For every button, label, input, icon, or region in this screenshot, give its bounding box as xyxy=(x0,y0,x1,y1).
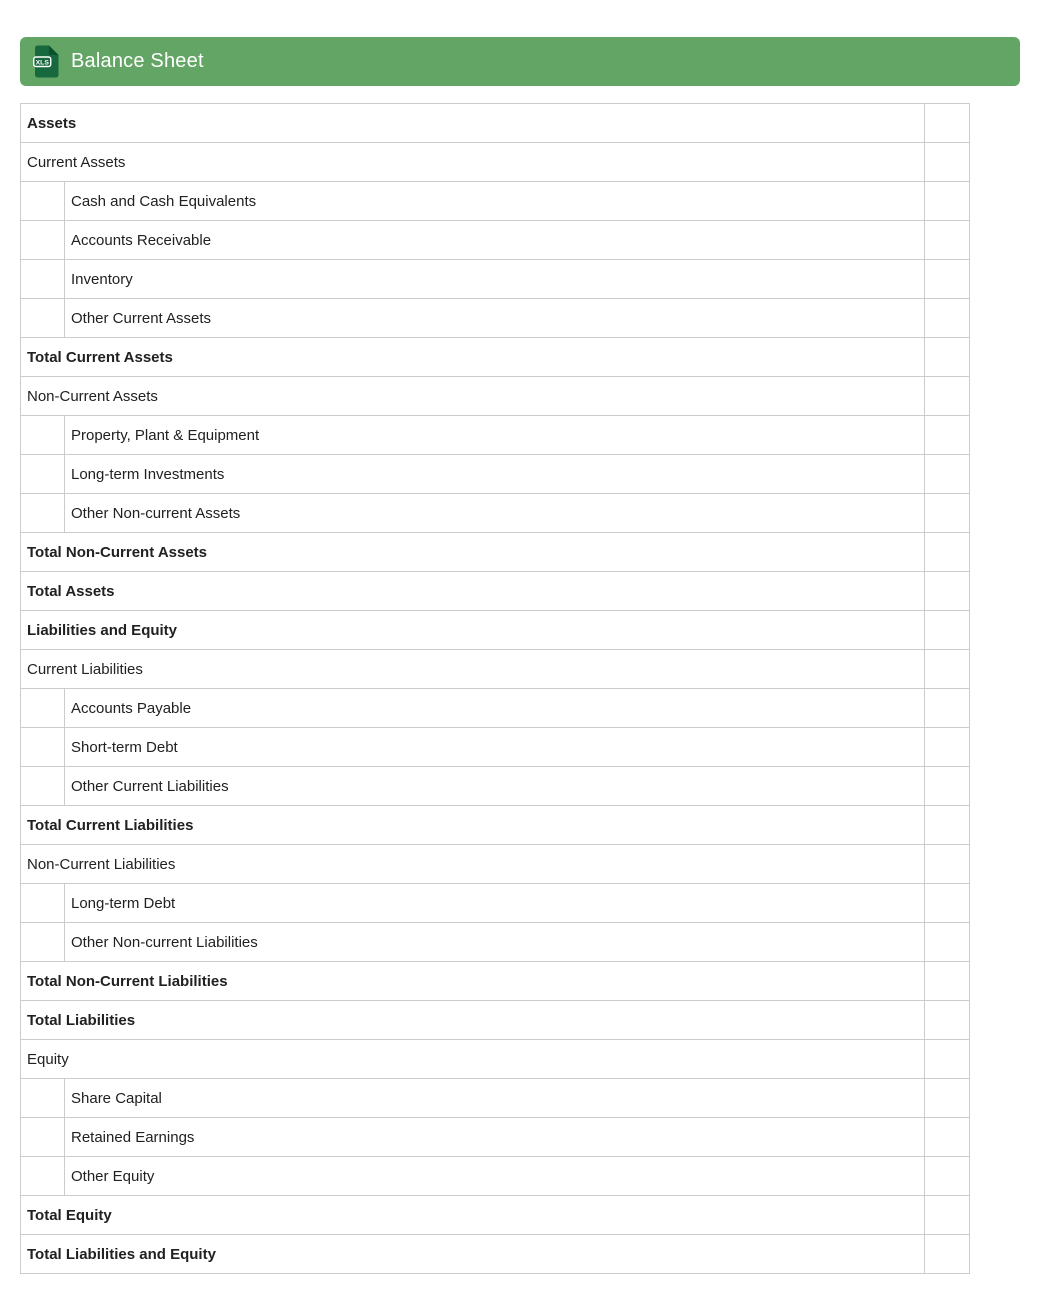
amount-cell xyxy=(925,143,970,182)
table-row xyxy=(21,1196,970,1235)
table-row xyxy=(21,767,970,806)
amount-cell xyxy=(925,104,970,143)
table-row xyxy=(21,533,970,572)
amount-cell xyxy=(925,182,970,221)
indent-cell xyxy=(21,884,65,923)
row-label: Other Non-current Assets xyxy=(65,494,925,533)
row-label: Long-term Investments xyxy=(65,455,925,494)
row-label: Share Capital xyxy=(65,1079,925,1118)
xls-file-icon xyxy=(33,45,59,78)
table-row xyxy=(21,962,970,1001)
indent-cell xyxy=(21,767,65,806)
table-row xyxy=(21,260,970,299)
balance-sheet-body xyxy=(21,104,970,1274)
table-row xyxy=(21,689,970,728)
indent-cell xyxy=(21,260,65,299)
row-label: Other Non-current Liabilities xyxy=(65,923,925,962)
table-row xyxy=(21,1079,970,1118)
table-row xyxy=(21,650,970,689)
amount-cell xyxy=(925,806,970,845)
amount-cell xyxy=(925,1079,970,1118)
row-label: Long-term Debt xyxy=(65,884,925,923)
table-row xyxy=(21,1118,970,1157)
indent-cell xyxy=(21,1118,65,1157)
row-label: Total Equity xyxy=(21,1196,925,1235)
row-label: Short-term Debt xyxy=(65,728,925,767)
indent-cell xyxy=(21,416,65,455)
amount-cell xyxy=(925,377,970,416)
amount-cell xyxy=(925,1235,970,1274)
table-row xyxy=(21,611,970,650)
row-label: Retained Earnings xyxy=(65,1118,925,1157)
table-row xyxy=(21,923,970,962)
amount-cell xyxy=(925,845,970,884)
table-row xyxy=(21,728,970,767)
sheet-header-bar xyxy=(20,37,1020,86)
table-row xyxy=(21,1235,970,1274)
amount-cell xyxy=(925,650,970,689)
row-label: Assets xyxy=(21,104,925,143)
row-label: Current Assets xyxy=(21,143,925,182)
amount-cell xyxy=(925,455,970,494)
indent-cell xyxy=(21,455,65,494)
row-label: Cash and Cash Equivalents xyxy=(65,182,925,221)
amount-cell xyxy=(925,299,970,338)
row-label: Other Current Liabilities xyxy=(65,767,925,806)
table-row xyxy=(21,377,970,416)
amount-cell xyxy=(925,884,970,923)
table-row xyxy=(21,1157,970,1196)
amount-cell xyxy=(925,221,970,260)
table-row xyxy=(21,455,970,494)
table-row xyxy=(21,416,970,455)
row-label: Accounts Payable xyxy=(65,689,925,728)
table-row xyxy=(21,143,970,182)
amount-cell xyxy=(925,689,970,728)
amount-cell xyxy=(925,494,970,533)
indent-cell xyxy=(21,221,65,260)
row-label: Liabilities and Equity xyxy=(21,611,925,650)
indent-cell xyxy=(21,1079,65,1118)
row-label: Other Current Assets xyxy=(65,299,925,338)
amount-cell xyxy=(925,1118,970,1157)
page-title: Balance Sheet xyxy=(71,50,204,72)
table-row xyxy=(21,572,970,611)
row-label: Total Liabilities xyxy=(21,1001,925,1040)
indent-cell xyxy=(21,728,65,767)
table-row xyxy=(21,221,970,260)
amount-cell xyxy=(925,1040,970,1079)
table-row xyxy=(21,338,970,377)
row-label: Total Non-Current Liabilities xyxy=(21,962,925,1001)
indent-cell xyxy=(21,494,65,533)
indent-cell xyxy=(21,182,65,221)
indent-cell xyxy=(21,689,65,728)
table-row xyxy=(21,494,970,533)
row-label: Total Liabilities and Equity xyxy=(21,1235,925,1274)
indent-cell xyxy=(21,299,65,338)
table-row xyxy=(21,845,970,884)
row-label: Equity xyxy=(21,1040,925,1079)
row-label: Total Current Assets xyxy=(21,338,925,377)
row-label: Total Non-Current Assets xyxy=(21,533,925,572)
row-label: Current Liabilities xyxy=(21,650,925,689)
table-row xyxy=(21,1040,970,1079)
row-label: Non-Current Assets xyxy=(21,377,925,416)
amount-cell xyxy=(925,1196,970,1235)
table-row xyxy=(21,1001,970,1040)
amount-cell xyxy=(925,533,970,572)
amount-cell xyxy=(925,260,970,299)
row-label: Other Equity xyxy=(65,1157,925,1196)
xls-icon-label: XLS xyxy=(35,59,49,67)
row-label: Property, Plant & Equipment xyxy=(65,416,925,455)
indent-cell xyxy=(21,923,65,962)
row-label: Total Assets xyxy=(21,572,925,611)
amount-cell xyxy=(925,416,970,455)
table-row xyxy=(21,806,970,845)
amount-cell xyxy=(925,338,970,377)
row-label: Non-Current Liabilities xyxy=(21,845,925,884)
amount-cell xyxy=(925,1157,970,1196)
amount-cell xyxy=(925,1001,970,1040)
amount-cell xyxy=(925,572,970,611)
row-label: Total Current Liabilities xyxy=(21,806,925,845)
amount-cell xyxy=(925,923,970,962)
amount-cell xyxy=(925,728,970,767)
table-row xyxy=(21,299,970,338)
balance-sheet-table xyxy=(20,103,970,1274)
amount-cell xyxy=(925,962,970,1001)
row-label: Inventory xyxy=(65,260,925,299)
table-row xyxy=(21,182,970,221)
table-row xyxy=(21,104,970,143)
amount-cell xyxy=(925,767,970,806)
amount-cell xyxy=(925,611,970,650)
indent-cell xyxy=(21,1157,65,1196)
row-label: Accounts Receivable xyxy=(65,221,925,260)
table-row xyxy=(21,884,970,923)
